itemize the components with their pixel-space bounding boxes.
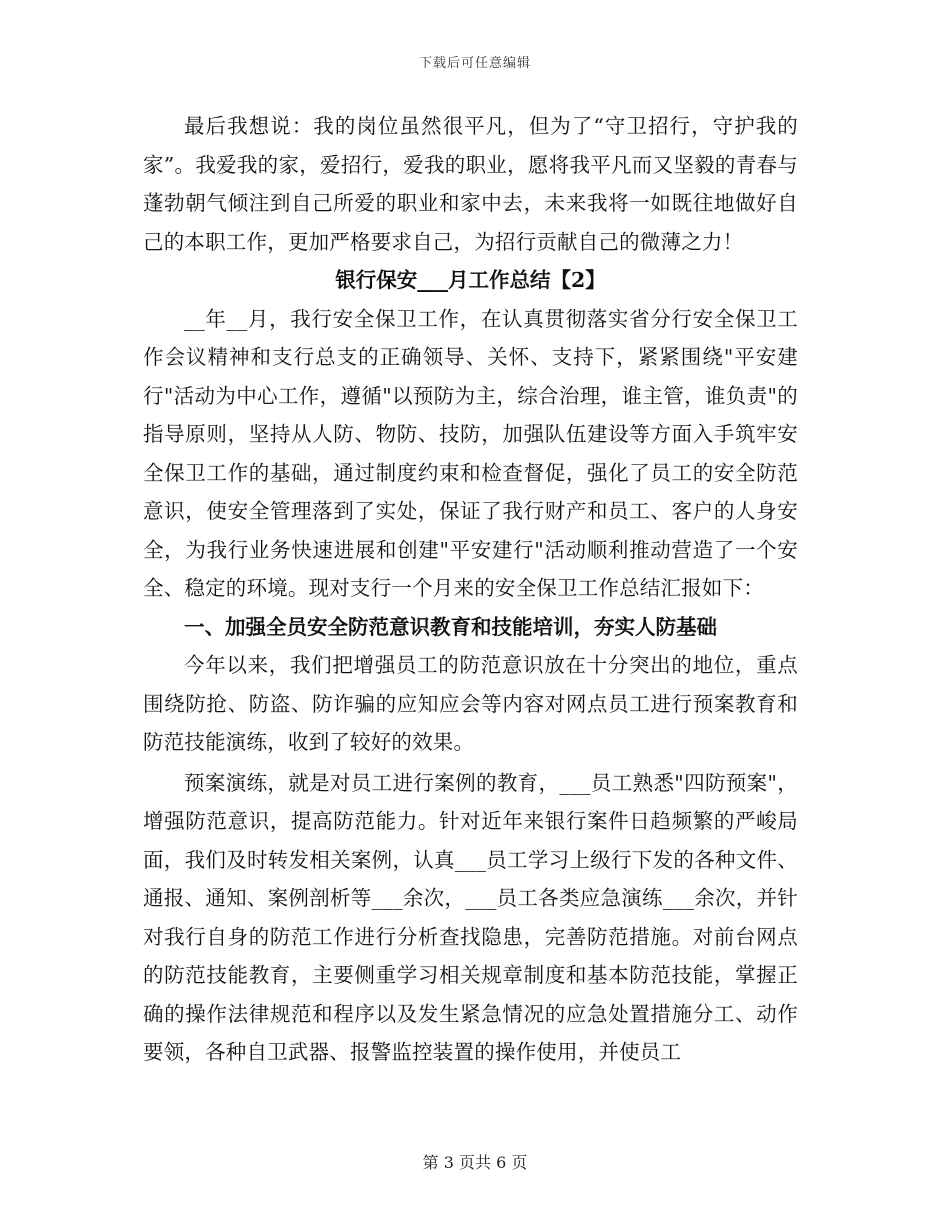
page-number: 第 3 页共 6 页	[422, 1153, 528, 1172]
closing-paragraph: 最后我想说：我的岗位虽然很平凡，但为了“守卫招行，守护我的家”。我爱我的家，爱招行，爱我的职业，愿将我平凡而又坚毅的青春与蓬勃朝气倾注到自己所爱的职业和家中去，未来我将一如既往地做好自己的本职工作，更加严格要求自己，为招行贡献自己的微薄之力！	[143, 114, 798, 254]
page-header-note: 下载后可任意编辑	[418, 56, 531, 71]
heading-one: 一、加强全员安全防范意识教育和技能培训，夯实人防基础	[184, 614, 717, 639]
document-body	[143, 107, 798, 1072]
section-title: 银行保安___月工作总结【2】	[335, 268, 606, 292]
drill-paragraph: 预案演练，就是对员工进行案例的教育，___员工熟悉"四防预案"，增强防范意识，提高防范能力。针对近年来银行案件日趋频繁的严峻局面，我们及时转发相关案例，认真___员工学习上级行下发的各种文件、通报、通知、案例剖析等___余次，___员工各类应急演练___余次，并针对我行自身的防范工作进行分析查找隐患，完善防范措施。对前台网点的防范技能教育，主要侧重学习相关规章制度和基本防范技能，掌握正确的操作法律规范和程序以及发生紧急情况的应急处置措施分工、动作要领，各种自卫武器、报警监控装置的操作使用，并使员工	[143, 770, 798, 1064]
training-paragraph: 今年以来，我们把增强员工的防范意识放在十分突出的地位，重点围绕防抢、防盗、防诈骗的应知应会等内容对网点员工进行预案教育和防范技能演练，收到了较好的效果。	[143, 653, 798, 754]
intro-paragraph: __年__月，我行安全保卫工作，在认真贯彻落实省分行安全保卫工作会议精神和支行总支的正确领导、关怀、支持下，紧紧围绕"平安建行"活动为中心工作，遵循"以预防为主，综合治理，谁主管，谁负责"的指导原则，坚持从人防、物防、技防，加强队伍建设等方面入手筑牢安全保卫工作的基础，通过制度约束和检查督促，强化了员工的安全防范意识，使安全管理落到了实处，保证了我行财产和员工、客户的人身安全，为我行业务快速进展和创建"平安建行"活动顺利推动营造了一个安全、稳定的环境。现对支行一个月来的安全保卫工作总结汇报如下：	[143, 306, 798, 600]
